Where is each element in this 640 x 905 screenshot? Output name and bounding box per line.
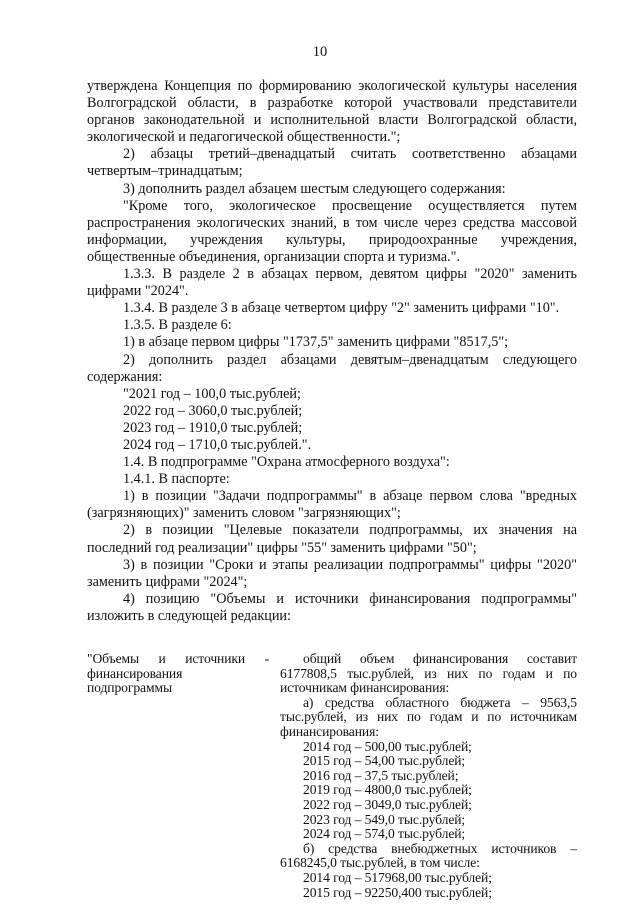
table-right-cell [280,652,577,900]
paragraph: 1) в позиции "Задачи подпрограммы" в абзаце первом слова "вредных (загрязняющих)" заменить словом "загрязняющих"; [87,488,577,522]
table-line: 2014 год – 517968,00 тыс.рублей; [303,869,492,885]
table-line: 2023 год – 549,0 тыс.рублей; [303,811,466,827]
paragraph: 4) позицию "Объемы и источники финансирования подпрограммы" изложить в следующей редакции: [87,590,577,624]
paragraph: 3) в позиции "Сроки и этапы реализации подпрограммы" цифры "2020" заменить цифрами "2024"; [87,556,577,590]
paragraph: 2024 год – 1710,0 тыс.рублей.". [123,436,312,453]
table-line: 2024 год – 574,0 тыс.рублей; [303,826,466,842]
table-line: общий объем финансирования составит 6177808,5 тыс.рублей, из них по годам и по источникам финансирования: [280,651,577,696]
paragraph: 1.4. В подпрограмме "Охрана атмосферного воздуха": [123,454,450,471]
paragraph: 3) дополнить раздел абзацем шестым следующего содержания: [123,180,506,197]
paragraph: 2) абзацы третий–двенадцатый считать соответственно абзацами четвертым–тринадцатым; [87,146,577,180]
table-line: а) средства областного бюджета – 9563,5 тыс.рублей, из них по годам и по источникам финансирования: [280,694,577,739]
document-body [87,78,577,625]
paragraph: "Кроме того, экологическое просвещение осуществляется путем распространения экологических знаний, в том числе через средства массовой информации, учреждения культуры, природоохранные учреждения, общественные объединения, организации спорта и туризма.". [87,197,577,265]
table-line: 2016 год – 37,5 тыс.рублей; [303,767,459,783]
page-number: 10 [312,44,328,60]
paragraph: 2022 год – 3060,0 тыс.рублей; [123,402,303,419]
paragraph: 1.4.1. В паспорте: [123,471,230,488]
paragraph: 1.3.4. В разделе 3 в абзаце четвертом цифру "2" заменить цифрами "10". [123,300,560,317]
paragraph: 1) в абзаце первом цифры "1737,5" заменить цифрами "8517,5"; [123,334,509,351]
table-line: 2014 год – 500,00 тыс.рублей; [303,738,472,754]
paragraph: "2021 год – 100,0 тыс.рублей; [123,385,301,402]
table-line: б) средства внебюджетных источников – 6168245,0 тыс.рублей, в том числе: [280,840,577,871]
table-left-cell: "Объемы и источники - финансирования подпрограммы [87,651,269,696]
table-line: 2015 год – 54,00 тыс.рублей; [303,753,466,769]
table-line: 2022 год – 3049,0 тыс.рублей; [303,796,472,812]
paragraph: 2023 год – 1910,0 тыс.рублей; [123,419,303,436]
table-line: 2015 год – 92250,400 тыс.рублей; [303,884,492,900]
table-line: 2019 год – 4800,0 тыс.рублей; [303,782,472,798]
paragraph: 2) в позиции "Целевые показатели подпрограммы, их значения на последний год реализации" цифры "55" заменить цифрами "50"; [87,522,577,556]
paragraph: 1.3.5. В разделе 6: [123,317,232,334]
paragraph: 2) дополнить раздел абзацами девятым–двенадцатым следующего содержания: [87,351,577,385]
paragraph: утверждена Концепция по формированию экологической культуры населения Волгоградской области, в разработке которой участвовали представители органов законодательной и исполнительной власти Волгоградской области, экологической и педагогической общественности."; [87,78,577,146]
paragraph: 1.3.3. В разделе 2 в абзацах первом, девятом цифры "2020" заменить цифрами "2024". [87,266,577,300]
